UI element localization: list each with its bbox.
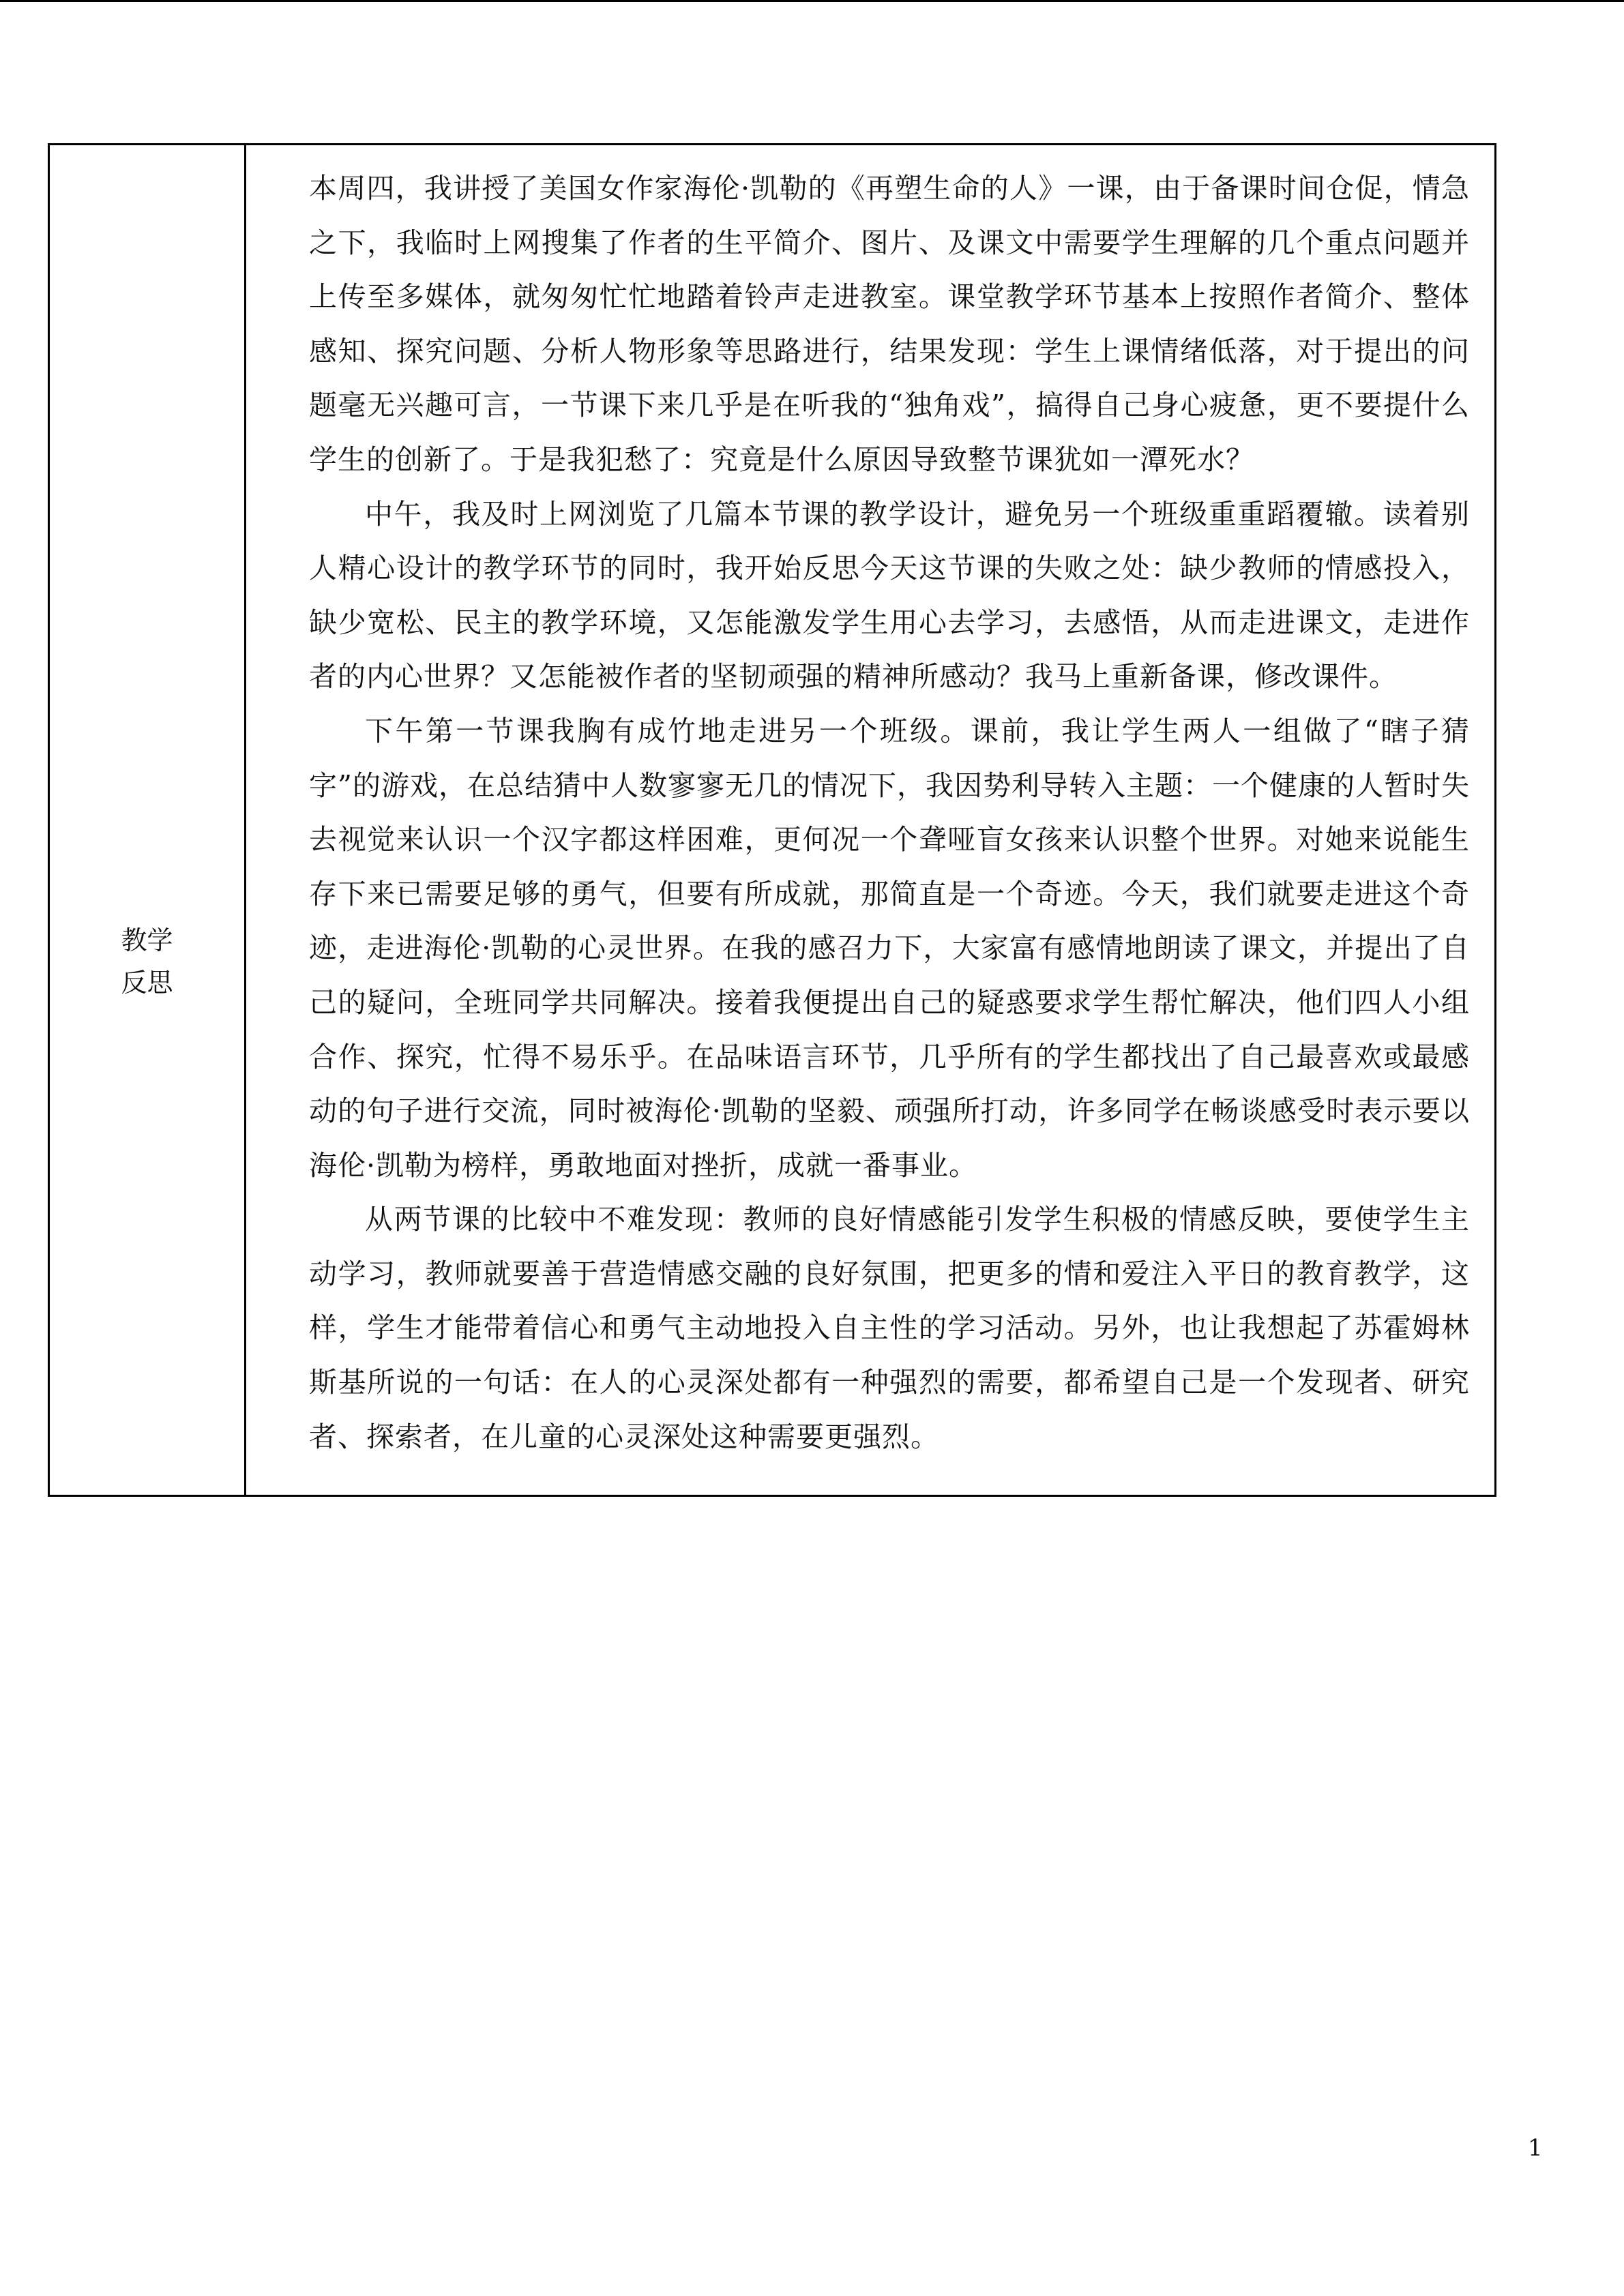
paragraph-1: 本周四，我讲授了美国女作家海伦·凯勒的《再塑生命的人》一课，由于备课时间仓促，情急之下，我临时上网搜集了作者的生平简介、图片、及课文中需要学生理解的几个重点问题并上传至多媒体，就匆匆忙忙地踏着铃声走进教室。课堂教学环节基本上按照作者简介、整体感知、探究问题、分析人物形象等思路进行，结果发现：学生上课情绪低落，对于提出的问题毫无兴趣可言，一节课下来几乎是在听我的“独角戏”，搞得自己身心疲惫，更不要提什么学生的创新了。于是我犯愁了：究竟是什么原因导致整节课犹如一潭死水？ xyxy=(309,172,1470,476)
paragraph-3: 下午第一节课我胸有成竹地走进另一个班级。课前，我让学生两人一组做了“瞎子猜字”的游戏，在总结猜中人数寥寥无几的情况下，我因势利导转入主题：一个健康的人暂时失去视觉来认识一个汉字都这样困难，更何况一个聋哑盲女孩来认识整个世界。对她来说能生存下来已需要足够的勇气，但要有所成就，那简直是一个奇迹。今天，我们就要走进这个奇迹，走进海伦·凯勒的心灵世界。在我的感召力下，大家富有感情地朗读了课文，并提出了自己的疑问，全班同学共同解决。接着我便提出自己的疑惑要求学生帮忙解决，他们四人小组合作、探究，忙得不易乐乎。在品味语言环节，几乎所有的学生都找出了自己最喜欢或最感动的句子进行交流，同时被海伦·凯勒的坚毅、顽强所打动，许多同学在畅谈感受时表示要以海伦·凯勒为榜样，勇敢地面对挫折，成就一番事业。 xyxy=(309,714,1470,1182)
section-label xyxy=(50,919,244,1004)
paragraph-4: 从两节课的比较中不难发现：教师的良好情感能引发学生积极的情感反映，要使学生主动学习，教师就要善于营造情感交融的良好氛围，把更多的情和爱注入平日的教育教学，这样，学生才能带着信心和勇气主动地投入自主性的学习活动。另外，也让我想起了苏霍姆林斯基所说的一句话：在人的心灵深处都有一种强烈的需要，都希望自己是一个发现者、研究者、探索者，在儿童的心灵深处这种需要更强烈。 xyxy=(309,1203,1470,1453)
label-cell xyxy=(50,145,246,1495)
paragraph-2: 中午，我及时上网浏览了几篇本节课的教学设计，避免另一个班级重重蹈覆辙。读着别人精心设计的教学环节的同时，我开始反思今天这节课的失败之处：缺少教师的情感投入，缺少宽松、民主的教学环境，又怎能激发学生用心去学习，去感悟，从而走进课文，走进作者的内心世界？又怎能被作者的坚韧顽强的精神所感动？我马上重新备课，修改课件。 xyxy=(309,497,1470,694)
section-label-line-2: 反思 xyxy=(121,968,173,998)
content-cell xyxy=(246,145,1494,1495)
page-number: 1 xyxy=(1528,2134,1543,2162)
reflection-table xyxy=(48,143,1496,1497)
top-border-line xyxy=(0,0,1624,2)
section-label-line-1: 教学 xyxy=(121,925,173,955)
